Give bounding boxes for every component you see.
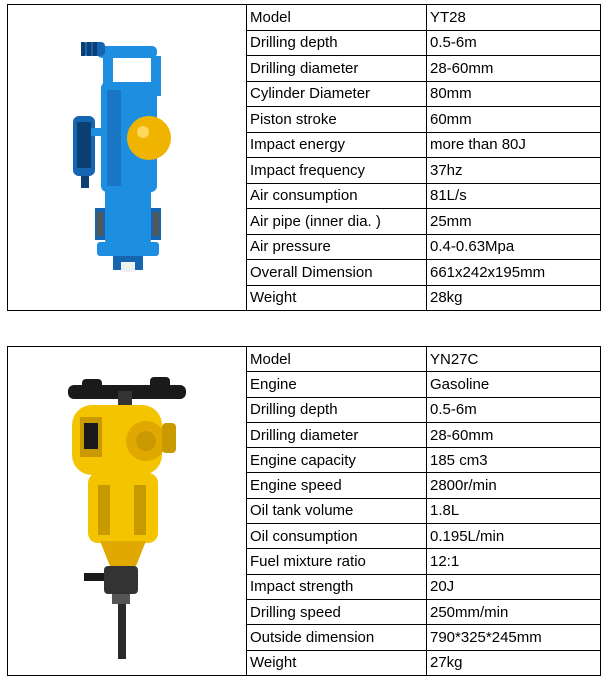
spec-label: Model bbox=[247, 5, 427, 31]
yn27c-image-cell bbox=[8, 347, 247, 676]
spec-value: 0.4-0.63Mpa bbox=[427, 234, 601, 260]
spec-value: 20J bbox=[427, 574, 601, 599]
yt28-spec-body bbox=[8, 5, 601, 311]
spec-value: 0.195L/min bbox=[427, 524, 601, 549]
spec-value: 1.8L bbox=[427, 498, 601, 523]
spec-value: 2800r/min bbox=[427, 473, 601, 498]
spec-label: Fuel mixture ratio bbox=[247, 549, 427, 574]
spec-value: YN27C bbox=[427, 347, 601, 372]
spec-label: Oil consumption bbox=[247, 524, 427, 549]
spec-value: 250mm/min bbox=[427, 599, 601, 624]
spec-label: Overall Dimension bbox=[247, 260, 427, 286]
spec-value: 28kg bbox=[427, 285, 601, 311]
spec-value: 37hz bbox=[427, 158, 601, 184]
spec-value: Gasoline bbox=[427, 372, 601, 397]
spec-label: Model bbox=[247, 347, 427, 372]
spec-value: 0.5-6m bbox=[427, 30, 601, 56]
spec-label: Engine speed bbox=[247, 473, 427, 498]
spec-value: 60mm bbox=[427, 107, 601, 133]
spec-value: 28-60mm bbox=[427, 56, 601, 82]
spec-label: Piston stroke bbox=[247, 107, 427, 133]
spec-label: Oil tank volume bbox=[247, 498, 427, 523]
spec-value: 27kg bbox=[427, 650, 601, 675]
spec-value: 790*325*245mm bbox=[427, 625, 601, 650]
spec-label: Drilling diameter bbox=[247, 56, 427, 82]
spec-label: Drilling speed bbox=[247, 599, 427, 624]
spec-label: Engine capacity bbox=[247, 448, 427, 473]
spec-value: 0.5-6m bbox=[427, 397, 601, 422]
spec-value: 28-60mm bbox=[427, 422, 601, 447]
yn27c-spec-body bbox=[8, 347, 601, 676]
spec-label: Drilling depth bbox=[247, 397, 427, 422]
spec-value: more than 80J bbox=[427, 132, 601, 158]
yt28-spec-table bbox=[7, 4, 601, 311]
yt28-spec-row bbox=[8, 5, 601, 31]
spec-value: 80mm bbox=[427, 81, 601, 107]
spec-label: Drilling depth bbox=[247, 30, 427, 56]
spec-label: Impact strength bbox=[247, 574, 427, 599]
yt28-image-cell bbox=[8, 5, 247, 311]
spec-label: Air pressure bbox=[247, 234, 427, 260]
spec-value: 12:1 bbox=[427, 549, 601, 574]
gasoline-rock-drill-image bbox=[62, 361, 192, 661]
spec-label: Engine bbox=[247, 372, 427, 397]
spec-value: 661x242x195mm bbox=[427, 260, 601, 286]
spec-label: Impact energy bbox=[247, 132, 427, 158]
spec-label: Cylinder Diameter bbox=[247, 81, 427, 107]
yn27c-spec-table bbox=[7, 346, 601, 676]
yn27c-spec-row bbox=[8, 347, 601, 372]
pneumatic-rock-drill-image bbox=[67, 38, 187, 278]
spec-label: Weight bbox=[247, 285, 427, 311]
spec-value: YT28 bbox=[427, 5, 601, 31]
spec-label: Impact frequency bbox=[247, 158, 427, 184]
spec-label: Weight bbox=[247, 650, 427, 675]
spec-label: Drilling diameter bbox=[247, 422, 427, 447]
spec-value: 25mm bbox=[427, 209, 601, 235]
spec-label: Air pipe (inner dia. ) bbox=[247, 209, 427, 235]
spec-value: 185 cm3 bbox=[427, 448, 601, 473]
spec-label: Air consumption bbox=[247, 183, 427, 209]
spec-value: 81L/s bbox=[427, 183, 601, 209]
spec-label: Outside dimension bbox=[247, 625, 427, 650]
